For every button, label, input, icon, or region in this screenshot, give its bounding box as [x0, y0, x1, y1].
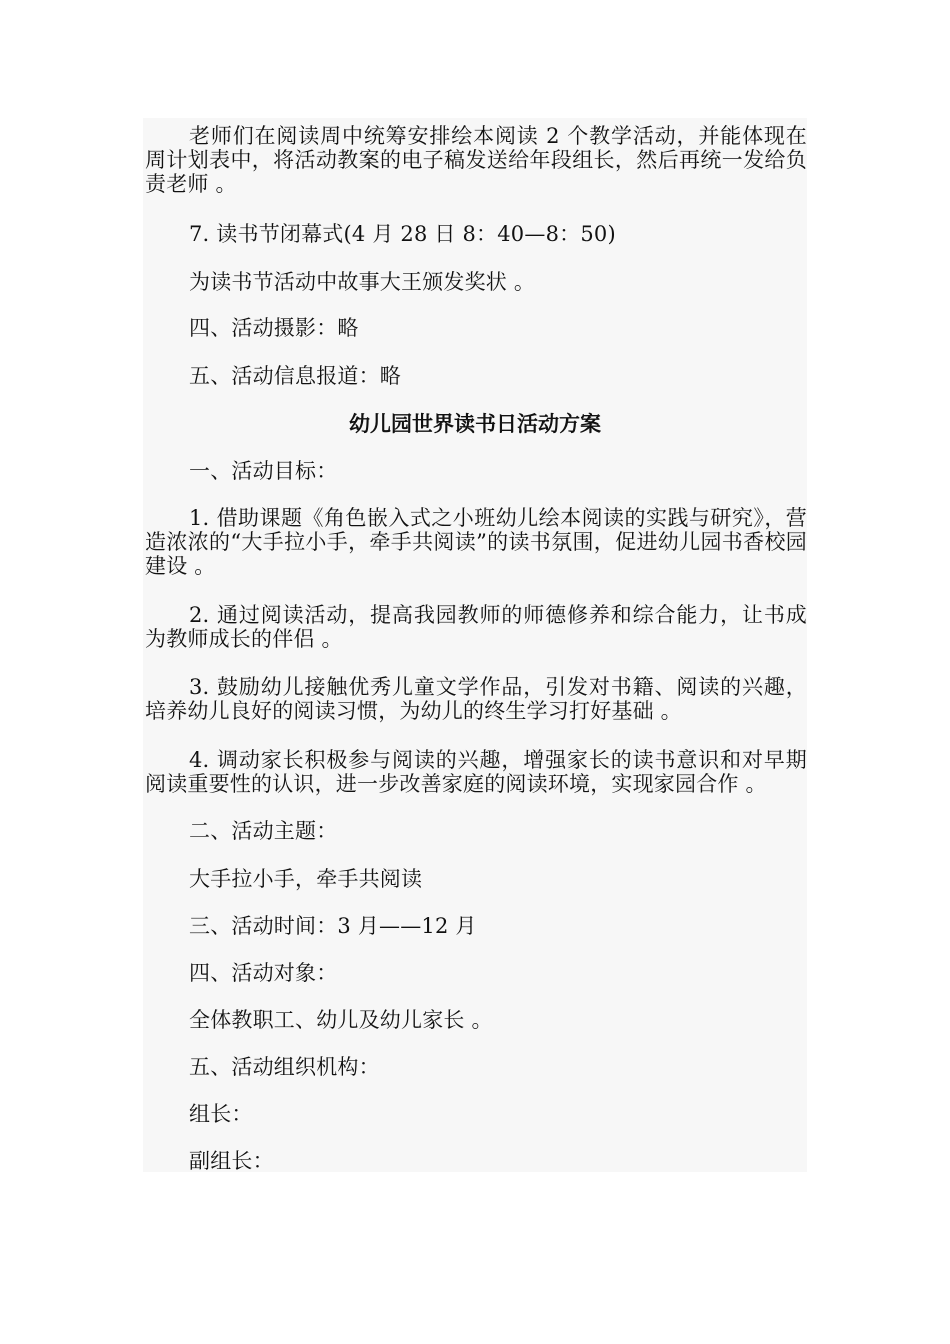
- paragraph-award: 为读书节活动中故事大王颁发奖状 。: [189, 270, 536, 294]
- deputy-group-leader: 副组长：: [189, 1149, 274, 1173]
- goal-item-3: 3. 鼓励幼儿接触优秀儿童文学作品，引发对书籍、阅读的兴趣，培养幼儿良好的阅读习惯，为幼儿的终生学习打好基础 。: [145, 675, 807, 723]
- goal-item-4: 4. 调动家长积极参与阅读的兴趣，增强家长的读书意识和对早期阅读重要性的认识，进一步改善家庭的阅读环境，实现家园合作 。: [145, 748, 807, 796]
- section-audience-heading: 四、活动对象：: [189, 961, 338, 985]
- section-organization-heading: 五、活动组织机构：: [189, 1055, 380, 1079]
- group-leader: 组长：: [189, 1102, 253, 1126]
- goal-item-1: 1. 借助课题《角色嵌入式之小班幼儿绘本阅读的实践与研究》，营造浓浓的“大手拉小手，牵手共阅读”的读书氛围，促进幼儿园书香校园建设 。: [145, 506, 807, 578]
- document-body: [143, 118, 807, 1172]
- theme-text: 大手拉小手，牵手共阅读: [189, 867, 423, 891]
- paragraph-photography: 四、活动摄影：略: [189, 316, 359, 340]
- paragraph-closing-ceremony: 7. 读书节闭幕式(4 月 28 日 8：40—8：50): [189, 222, 616, 246]
- paragraph-info-report: 五、活动信息报道：略: [189, 364, 401, 388]
- audience-text: 全体教职工、幼儿及幼儿家长 。: [189, 1008, 493, 1032]
- section-goals-heading: 一、活动目标：: [189, 459, 338, 483]
- goal-item-2: 2. 通过阅读活动，提高我园教师的师德修养和综合能力，让书成为教师成长的伴侣 。: [145, 603, 807, 651]
- section-theme-heading: 二、活动主题：: [189, 819, 338, 843]
- section-time: 三、活动时间：3 月——12 月: [189, 914, 477, 938]
- document-title: 幼儿园世界读书日活动方案: [349, 412, 601, 436]
- paragraph-teacher-arrangement: 老师们在阅读周中统筹安排绘本阅读 2 个教学活动，并能体现在周计划表中，将活动教案的电子稿发送给年段组长，然后再统一发给负责老师 。: [145, 124, 807, 196]
